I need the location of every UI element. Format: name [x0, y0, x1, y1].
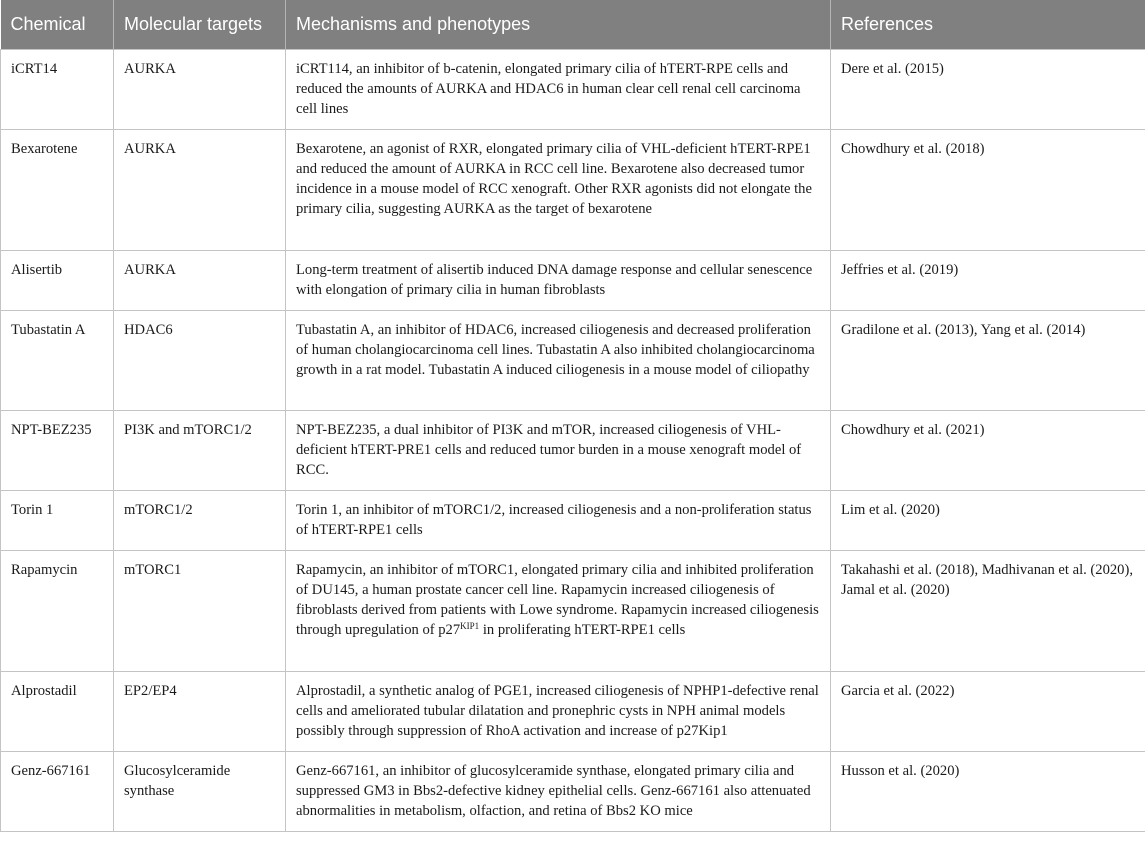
cell-targets: AURKA	[114, 49, 286, 129]
cell-references: Chowdhury et al. (2021)	[831, 410, 1145, 490]
cell-references: Lim et al. (2020)	[831, 490, 1145, 550]
cell-targets: PI3K and mTORC1/2	[114, 410, 286, 490]
cell-mechanism: Bexarotene, an agonist of RXR, elongated primary cilia of VHL-deficient hTERT-RPE1 and reduced the amount of AURKA in RCC cell line. Bexarotene also decreased tumor incidence in a mouse model of RCC xenograft. Other RXR agonists did not elongate the primary cilia, suggesting AURKA as the target of bexarotene	[286, 129, 831, 250]
table-header	[1, 0, 1145, 49]
table-row	[1, 49, 1145, 129]
table-row	[1, 410, 1145, 490]
header-references: References	[831, 0, 1145, 49]
cell-chemical: Rapamycin	[1, 550, 114, 671]
mechanism-text-tail: in proliferating hTERT-RPE1 cells	[479, 621, 686, 638]
cell-mechanism: Tubastatin A, an inhibitor of HDAC6, increased ciliogenesis and decreased proliferation of human cholangiocarcinoma cell lines. Tubastatin A also inhibited cholangiocarcinoma growth in a rat model. Tubastatin A induced ciliogenesis in a mouse model of ciliopathy	[286, 310, 831, 410]
cell-references: Husson et al. (2020)	[831, 751, 1145, 831]
table-row	[1, 129, 1145, 250]
cell-mechanism	[286, 550, 831, 671]
cell-chemical: iCRT14	[1, 49, 114, 129]
cell-mechanism: Genz-667161, an inhibitor of glucosylceramide synthase, elongated primary cilia and suppressed GM3 in Bbs2-defective kidney epithelial cells. Genz-667161 also attenuated abnormalities in metabolism, olfaction, and retina of Bbs2 KO mice	[286, 751, 831, 831]
cell-targets: AURKA	[114, 250, 286, 310]
cell-targets: HDAC6	[114, 310, 286, 410]
cell-chemical: NPT-BEZ235	[1, 410, 114, 490]
cell-references: Chowdhury et al. (2018)	[831, 129, 1145, 250]
cell-mechanism: iCRT114, an inhibitor of b-catenin, elongated primary cilia of hTERT-RPE cells and reduced the amounts of AURKA and HDAC6 in human clear cell renal cell carcinoma cell lines	[286, 49, 831, 129]
table-body	[1, 49, 1145, 831]
cell-chemical: Torin 1	[1, 490, 114, 550]
cell-chemical: Alisertib	[1, 250, 114, 310]
superscript-kip1: KIP1	[460, 620, 480, 631]
cell-references: Gradilone et al. (2013), Yang et al. (2014)	[831, 310, 1145, 410]
table-row	[1, 671, 1145, 751]
cell-mechanism: Long-term treatment of alisertib induced DNA damage response and cellular senescence with elongation of primary cilia in human fibroblasts	[286, 250, 831, 310]
table-row	[1, 751, 1145, 831]
cell-targets: mTORC1/2	[114, 490, 286, 550]
table-row	[1, 310, 1145, 410]
table-row	[1, 250, 1145, 310]
header-row	[1, 0, 1145, 49]
table-row	[1, 490, 1145, 550]
table-row	[1, 550, 1145, 671]
cell-targets: EP2/EP4	[114, 671, 286, 751]
cell-references: Takahashi et al. (2018), Madhivanan et al. (2020), Jamal et al. (2020)	[831, 550, 1145, 671]
cell-targets: AURKA	[114, 129, 286, 250]
header-chemical: Chemical	[1, 0, 114, 49]
cell-references: Dere et al. (2015)	[831, 49, 1145, 129]
header-mechanisms: Mechanisms and phenotypes	[286, 0, 831, 49]
cell-references: Garcia et al. (2022)	[831, 671, 1145, 751]
cell-chemical: Tubastatin A	[1, 310, 114, 410]
cell-targets: mTORC1	[114, 550, 286, 671]
cell-mechanism: Alprostadil, a synthetic analog of PGE1, increased ciliogenesis of NPHP1-defective renal cells and ameliorated tubular dilatation and pronephric cysts in NPH animal models possibly through suppression of RhoA activation and increase of p27Kip1	[286, 671, 831, 751]
cell-targets: Glucosylceramide synthase	[114, 751, 286, 831]
cell-mechanism: Torin 1, an inhibitor of mTORC1/2, increased ciliogenesis and a non-proliferation status of hTERT-RPE1 cells	[286, 490, 831, 550]
cell-chemical: Alprostadil	[1, 671, 114, 751]
cell-chemical: Bexarotene	[1, 129, 114, 250]
cell-mechanism: NPT-BEZ235, a dual inhibitor of PI3K and mTOR, increased ciliogenesis of VHL-deficient hTERT-PRE1 cells and reduced tumor burden in a mouse xenograft model of RCC.	[286, 410, 831, 490]
cell-chemical: Genz-667161	[1, 751, 114, 831]
mechanism-text: Rapamycin, an inhibitor of mTORC1, elongated primary cilia and inhibited proliferation of DU145, a human prostate cancer cell line. Rapamycin increased ciliogenesis of fibroblasts derived from patients with Lowe syndrome. Rapamycin increased ciliogenesis through upregulation of p27	[296, 561, 819, 638]
header-molecular-targets: Molecular targets	[114, 0, 286, 49]
cell-references: Jeffries et al. (2019)	[831, 250, 1145, 310]
